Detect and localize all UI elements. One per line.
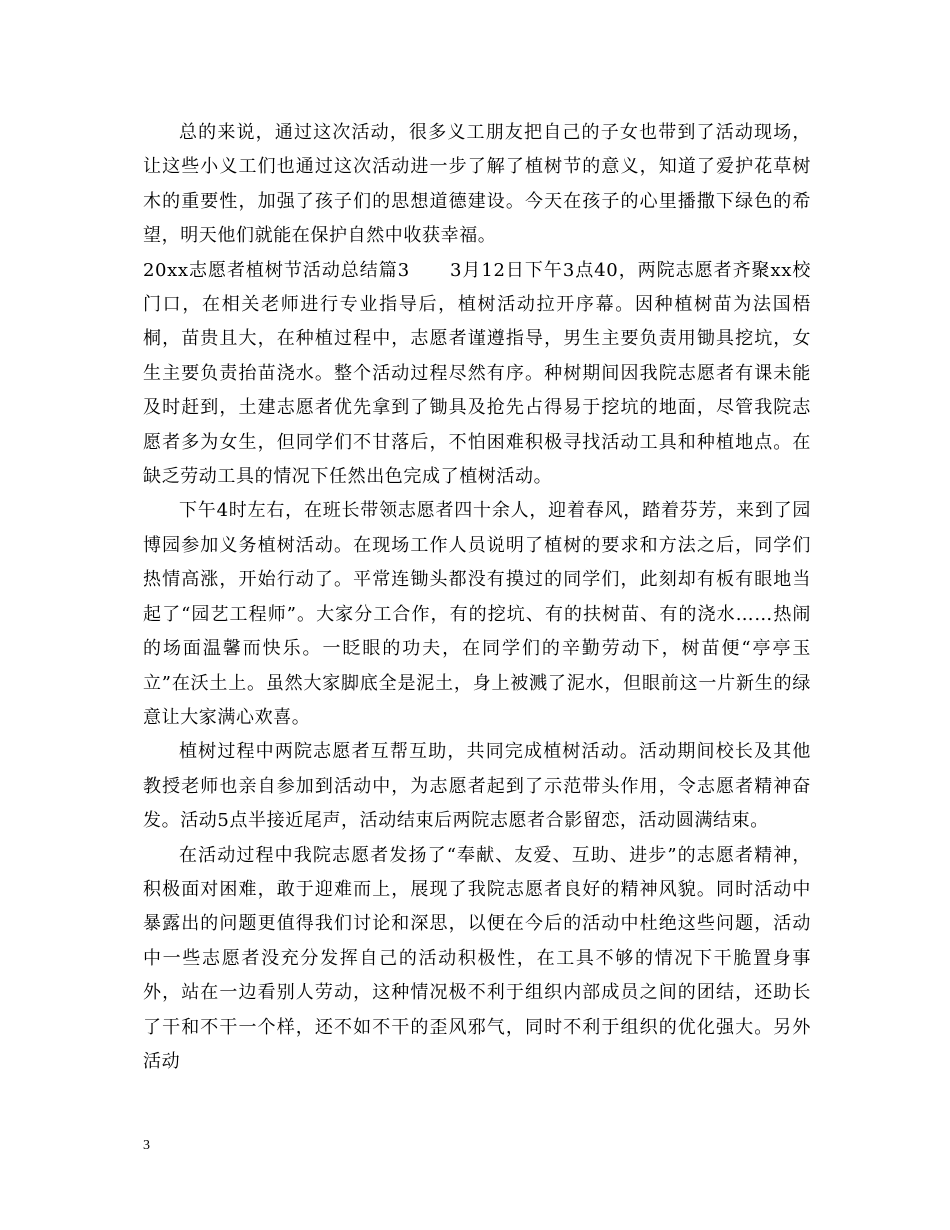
paragraph-section-3 [143,254,811,495]
paragraph-summary: 总的来说，通过这次活动，很多义工朋友把自己的子女也带到了活动现场，让这些小义工们也通过这次活动进一步了解了植树节的意义，知道了爱护花草树木的重要性，加强了孩子们的思想道德建设。今天在孩子的心里播撒下绿色的希望，明天他们就能在保护自然中收获幸福。 [143,122,811,247]
page-number: 3 [143,1138,150,1153]
paragraph-mutual-help: 植树过程中两院志愿者互帮互助，共同完成植树活动。活动期间校长及其他教授老师也亲自参加到活动中，为志愿者起到了示范带头作用，令志愿者精神奋发。活动5点半接近尾声，活动结束后两院志愿者合影留恋，活动圆满结束。 [143,741,811,832]
section-3-body: 3月12日下午3点40，两院志愿者齐聚xx校门口，在相关老师进行专业指导后，植树活动拉开序幕。因种植树苗为法国梧桐，苗贵且大，在种植过程中，志愿者谨遵指导，男生主要负责用锄具挖坑，女生主要负责抬苗浇水。整个活动过程尽然有序。种树期间因我院志愿者有课未能及时赶到，土建志愿者优先拿到了锄具及抢先占得易于挖坑的地面，尽管我院志愿者多为女生，但同学们不甘落后，不怕困难积极寻找活动工具和种植地点。在缺乏劳动工具的情况下任然出色完成了植树活动。 [143,259,812,488]
paragraph-reflection: 在活动过程中我院志愿者发扬了“奉献、友爱、互助、进步”的志愿者精神，积极面对困难，敢于迎难而上，展现了我院志愿者良好的精神风貌。同时活动中暴露出的问题更值得我们讨论和深思，以便在今后的活动中杜绝这些问题，活动中一些志愿者没充分发挥自己的活动积极性，在工具不够的情况下干脆置身事外，站在一边看别人劳动，这种情况极不利于组织内部成员之间的团结，还助长了干和不干一个样，还不如不干的歪风邪气，同时不利于组织的优化强大。另外活动 [143,844,811,1072]
paragraph-afternoon-activity: 下午4时左右，在班长带领志愿者四十余人，迎着春风，踏着芬芳，来到了园博园参加义务植树活动。在现场工作人员说明了植树的要求和方法之后，同学们热情高涨，开始行动了。平常连锄头都没有摸过的同学们，此刻却有板有眼地当起了“园艺工程师”。大家分工合作，有的挖坑、有的扶树苗、有的浇水……热闹的场面温馨而快乐。一眨眼的功夫，在同学们的辛勤劳动下，树苗便“亭亭玉立”在沃土上。虽然大家脚底全是泥土，身上被溅了泥水，但眼前这一片新生的绿意让大家满心欢喜。 [143,500,811,728]
section-heading: 20xx志愿者植树节活动总结篇3 [143,259,410,281]
heading-gap [410,260,450,281]
page-body [143,116,811,1079]
